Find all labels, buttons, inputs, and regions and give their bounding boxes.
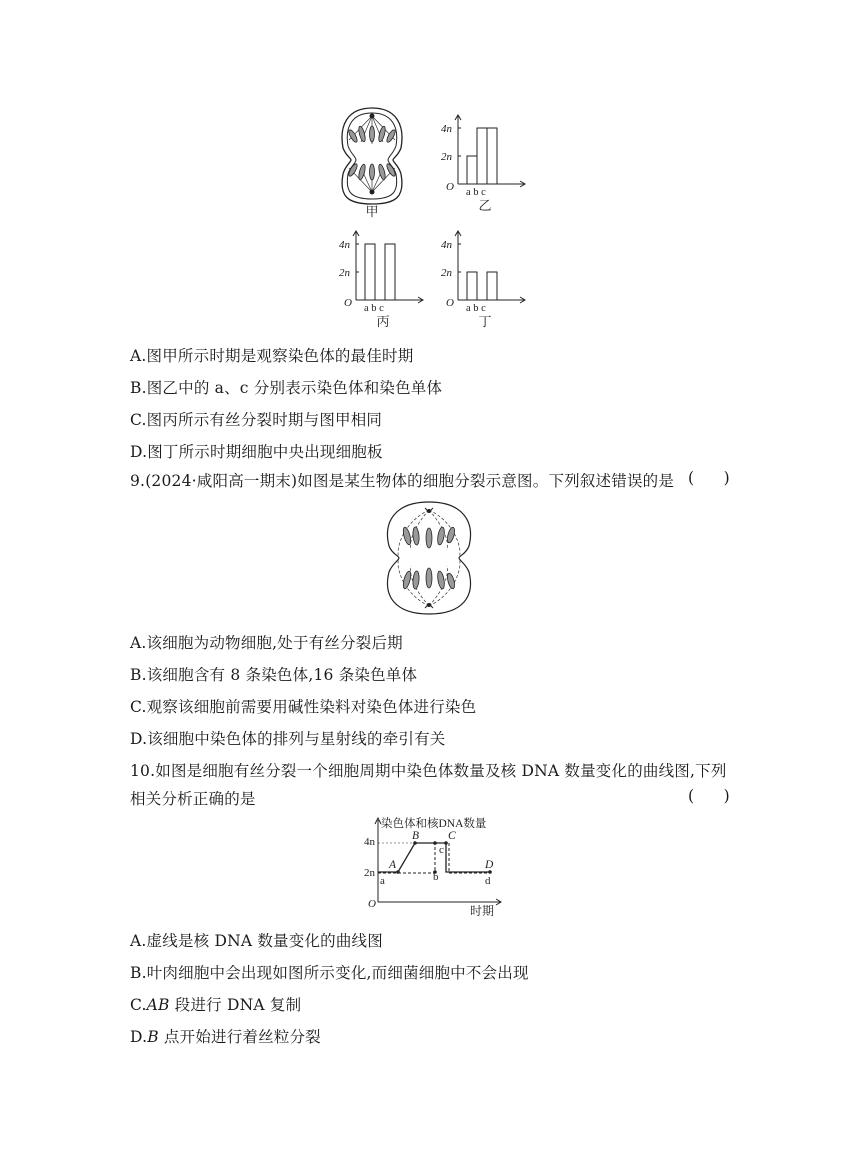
bar-b [477, 128, 487, 184]
q10-option-b: B.叶肉细胞中会出现如图所示变化,而细菌细胞中不会出现 [130, 964, 529, 982]
q10-answer-paren: ( ) [688, 787, 730, 805]
q9-stem: 9.(2024·咸阳高一期末)如图是某生物体的细胞分裂示意图。下列叙述错误的是 [130, 472, 675, 490]
chart-label: 丙 [376, 314, 390, 329]
origin-label: O [446, 181, 454, 193]
x-category-labels: a b c [364, 303, 384, 314]
bar-c [487, 128, 497, 184]
q10-option-c-italic: AB [146, 996, 170, 1014]
graph-ylabel: 染色体和核DNA数量 [381, 818, 487, 830]
q10-option-c [130, 993, 301, 1015]
graph-point-b: b [433, 871, 439, 883]
graph-xlabel: 时期 [470, 904, 495, 918]
y-tick-label: 2n [339, 267, 350, 279]
graph-point-c: c [439, 844, 444, 856]
q10-option-d-prefix: D. [130, 1028, 148, 1046]
bar-c [487, 272, 497, 300]
bar-a [467, 156, 477, 184]
q10-option-c-rest: 段进行 DNA 复制 [169, 996, 302, 1014]
q10-option-a: A.虚线是核 DNA 数量变化的曲线图 [130, 932, 383, 950]
y-tick-label: 4n [441, 239, 452, 251]
x-category-labels: a b c [466, 187, 486, 198]
cell-anaphase-diagram [335, 104, 410, 219]
q8-option-d: D.图丁所示时期细胞中央出现细胞板 [130, 443, 383, 461]
q9-option-a: A.该细胞为动物细胞,处于有丝分裂后期 [130, 634, 403, 652]
y-tick-label: 2n [441, 267, 452, 279]
y-tick-label: 4n [441, 123, 452, 135]
bar-chart-yi [440, 114, 530, 218]
graph-point-B: B [412, 830, 420, 842]
graph-ytick-4n: 4n [364, 836, 375, 848]
bar-a [365, 244, 375, 300]
bar-chart-bing [338, 230, 428, 334]
origin-label: O [344, 297, 352, 309]
q8-option-b: B.图乙中的 a、c 分别表示染色体和染色单体 [130, 379, 443, 397]
q10-option-d [130, 1025, 321, 1047]
q9-option-b: B.该细胞含有 8 条染色体,16 条染色单体 [130, 666, 418, 684]
y-tick-label: 4n [339, 239, 350, 251]
graph-origin: O [368, 898, 376, 910]
cell-anaphase-diagram-q9 [383, 498, 475, 618]
chart-svg [338, 230, 428, 334]
graph-point-C: C [448, 830, 456, 842]
bar-c [385, 244, 395, 300]
chart-label: 乙 [478, 198, 492, 213]
graph-point-a: a [380, 875, 385, 887]
figure-cell-jia [335, 104, 410, 219]
y-tick-label: 2n [441, 151, 452, 163]
q10-option-d-italic: B [147, 1028, 159, 1046]
graph-point-A: A [389, 859, 397, 871]
dna-chromosome-graph [358, 812, 508, 920]
figure-q9-cell [383, 498, 475, 618]
x-category-labels: a b c [466, 303, 486, 314]
q10-option-d-rest: 点开始进行着丝粒分裂 [158, 1028, 321, 1046]
q10-stem-line2: 相关分析正确的是 [130, 790, 256, 808]
figure-q10-graph [358, 812, 508, 920]
q10-stem-line1: 10.如图是细胞有丝分裂一个细胞周期中染色体数量及核 DNA 数量变化的曲线图,下列 [130, 762, 727, 780]
bar-a [467, 272, 477, 300]
chart-svg [440, 114, 530, 218]
q8-option-a: A.图甲所示时期是观察染色体的最佳时期 [130, 347, 414, 365]
q8-option-c: C.图丙所示有丝分裂时期与图甲相同 [130, 411, 383, 429]
q10-option-c-prefix: C. [130, 996, 147, 1014]
q9-option-d: D.该细胞中染色体的排列与星射线的牵引有关 [130, 730, 446, 748]
q9-answer-paren: ( ) [688, 469, 730, 487]
chart-label: 丁 [478, 314, 492, 329]
origin-label: O [446, 297, 454, 309]
graph-point-D: D [485, 859, 494, 871]
graph-ytick-2n: 2n [364, 867, 375, 879]
bar-chart-ding [440, 230, 530, 334]
graph-point-d: d [485, 875, 491, 887]
q9-option-c: C.观察该细胞前需要用碱性染料对染色体进行染色 [130, 698, 477, 716]
cell-label: 甲 [365, 204, 379, 219]
chart-svg [440, 230, 530, 334]
